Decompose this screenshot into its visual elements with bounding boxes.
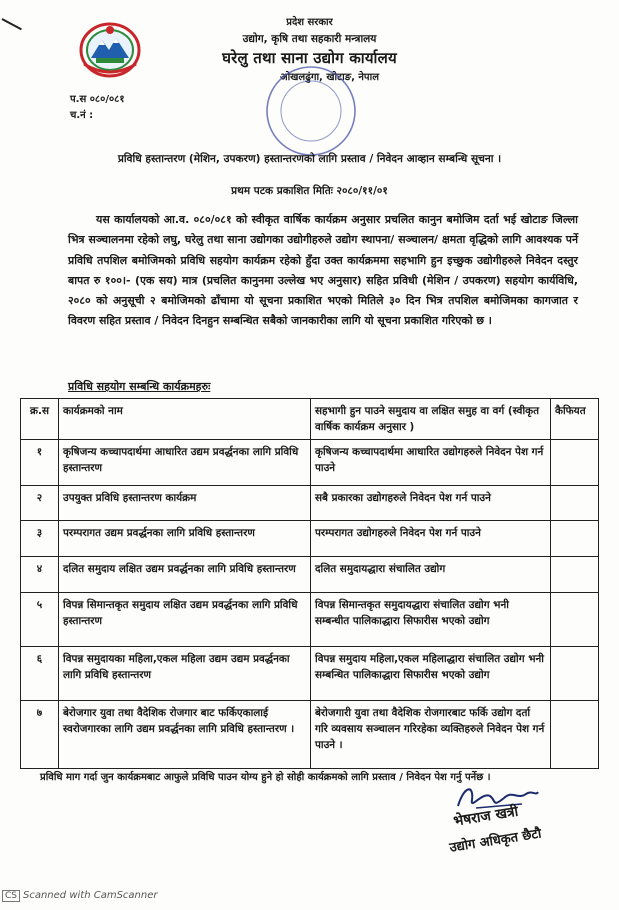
table-row bbox=[21, 521, 599, 557]
row-sn: ४ bbox=[21, 557, 59, 593]
row-program: उपयुक्त प्रविधि हस्तान्तरण कार्यक्रम bbox=[59, 486, 311, 521]
row-target: सबै प्रकारका उद्योगहरुले निवेदन पेश गर्न पाउने bbox=[311, 486, 551, 521]
notice-body: यस कार्यालयको आ.व. ०८०/०८१ को स्वीकृत वार्षिक कार्यक्रम अनुसार प्रचलित कानुन बमोजिम दर्ता भई खोटाङ जिल्ला भित्र सञ्चालनमा रहेको लघु, घरेलु तथा साना उद्योगका उद्योगीहरुले उद्योग स्थापना/ सञ्चालन/ क्षमता वृद्धिको लागि आवश्यक पर्ने प्रविधि तपशिल बमोजिमको प्रविधि सहयोग कार्यक्रम रहेको हुँदा उक्त कार्यक्रममा सहभागि हुन इच्छुक उद्योगीहरुले निवेदन दस्तुर बापत रु १००।- (एक सय) मात्र (प्रचलित कानुनमा उल्लेख भए अनुसार) सहित प्रविधी (मेशिन / उपकरण) सहयोग कार्यविधि, २०८० को अनुसूची २ बमोजिमको ढाँचामा यो सूचना प्रकाशित भएको मितिले ३० दिन भित्र तपशिल बमोजिमका कागजात र विवरण सहित प्रस्ताव / निवेदन दिनहुन सम्बन्धित सबैको जानकारीका लागि यो सूचना प्रकाशित गरिएको छ । bbox=[68, 213, 578, 328]
table-row bbox=[21, 440, 599, 486]
row-sn: ५ bbox=[21, 593, 59, 647]
government-name: प्रदेश सरकार bbox=[286, 17, 333, 28]
row-target: दलित समुदायद्धारा संचालित उद्योग bbox=[311, 557, 551, 593]
row-sn: ७ bbox=[21, 701, 59, 769]
notice-subject: प्रविधि हस्तान्तरण (मेशिन, उपकरण) हस्तान्तरणको लागि प्रस्ताव / निवेदन आव्हान सम्बन्धि सूचना । bbox=[117, 153, 502, 165]
row-target: बेरोजगारी युवा तथा वैदेशिक रोजगारबाट फर्कि उद्योग दर्ता गरि व्यवसाय सञ्चालन गरिरहेका व्यक्तिहरुले निवेदन पेश गर्न पाउने । bbox=[311, 701, 551, 769]
reference-number: प.स ०८०/०८१ bbox=[70, 94, 125, 105]
row-remarks bbox=[551, 440, 599, 486]
row-program: कृषिजन्य कच्चापदार्थमा आधारित उद्यम प्रवर्द्धनका लागि प्रविधि हस्तान्तरण bbox=[59, 440, 311, 486]
table-row bbox=[21, 557, 599, 593]
table-row bbox=[21, 593, 599, 647]
office-stamp bbox=[262, 62, 360, 160]
row-sn: २ bbox=[21, 486, 59, 521]
office-address: ओखलढुंगा, खोटाङ, नेपाल bbox=[280, 72, 379, 83]
row-remarks bbox=[551, 701, 599, 769]
row-program: परम्परागत उद्यम प्रवर्द्धनका लागि प्रविधि हस्तान्तरण bbox=[59, 521, 311, 557]
section-heading: प्रविधि सहयोग सम्बन्धि कार्यक्रमहरुः bbox=[68, 380, 211, 393]
row-target: विपन्न समुदाय महिला,एकल महिलाद्धारा संचालित उद्योग भनी सम्बन्धित पालिकाद्धारा सिफारीस भएको उद्योग bbox=[311, 647, 551, 701]
row-remarks bbox=[551, 593, 599, 647]
row-target: विपन्न सिमान्तकृत समुदायद्धारा संचालित उद्योग भनी सम्बन्धीत पालिकाद्धारा सिफारीस भएको उद्योग bbox=[311, 593, 551, 647]
header-remarks: कैफियत bbox=[551, 399, 599, 440]
scanner-watermark bbox=[2, 890, 158, 902]
row-program: बेरोजगार युवा तथा वैदेशिक रोजगार बाट फर्किएकालाई स्वरोजगारका लागि उद्यम प्रवर्द्धनका लागि प्रविधि हस्तान्तरण । bbox=[59, 701, 311, 769]
header-sn: क्र.स bbox=[21, 399, 59, 440]
row-target: कृषिजन्य कच्चापदार्थमा आधारित उद्योगहरुले निवेदन पेश गर्न पाउने bbox=[311, 440, 551, 486]
table-row bbox=[21, 647, 599, 701]
footnote: प्रविधि माग गर्दा जुन कार्यक्रमबाट आफुले प्रविधि पाउन योग्य हुने हो सोही कार्यक्रमको लागि प्रस्ताव / निवेदन पेश गर्नु पर्नेछ । bbox=[40, 772, 491, 783]
table-row bbox=[21, 701, 599, 769]
published-date: प्रथम पटक प्रकाशित मितिः २०८०/११/०१ bbox=[231, 185, 388, 197]
row-sn: ३ bbox=[21, 521, 59, 557]
program-table bbox=[20, 398, 599, 769]
row-remarks bbox=[551, 521, 599, 557]
row-remarks bbox=[551, 486, 599, 521]
row-program: विपन्न समुदायका महिला,एकल महिला उद्यम उद्यम प्रवर्द्धनका लागि प्रविधि हस्तान्तरण bbox=[59, 647, 311, 701]
camscanner-logo-icon: CS bbox=[2, 890, 20, 902]
ministry-name: उद्योग, कृषि तथा सहकारी मन्त्रालय bbox=[242, 33, 377, 45]
row-sn: ६ bbox=[21, 647, 59, 701]
scanner-watermark-text: Scanned with CamScanner bbox=[23, 890, 158, 901]
row-program: दलित समुदाय लक्षित उद्यम प्रवर्द्धनका लागि प्रविधि हस्तान्तरण bbox=[59, 557, 311, 593]
row-remarks bbox=[551, 557, 599, 593]
dispatch-number: च.नं : bbox=[70, 110, 94, 121]
office-name: घरेलु तथा साना उद्योग कार्यालय bbox=[222, 49, 397, 67]
row-sn: १ bbox=[21, 440, 59, 486]
header-program: कार्यक्रमको नाम bbox=[59, 399, 311, 440]
signer-title: उद्योग अधिकृत छैटौ bbox=[448, 826, 543, 856]
row-remarks bbox=[551, 647, 599, 701]
signer-name: भेषराज खत्री bbox=[452, 803, 520, 830]
header-target: सहभागी हुन पाउने समुदाय वा लक्षित समुह वा वर्ग (स्वीकृत वार्षिक कार्यक्रम अनुसार ) bbox=[311, 399, 551, 440]
row-program: विपन्न सिमान्तकृत समुदाय लक्षित उद्यम प्रवर्द्धनका लागि प्रविधि हस्तान्तरण bbox=[59, 593, 311, 647]
row-target: परम्परागत उद्योगहरुले निवेदन पेश गर्न पाउने bbox=[311, 521, 551, 557]
table-row bbox=[21, 486, 599, 521]
table-header-row bbox=[21, 399, 599, 440]
